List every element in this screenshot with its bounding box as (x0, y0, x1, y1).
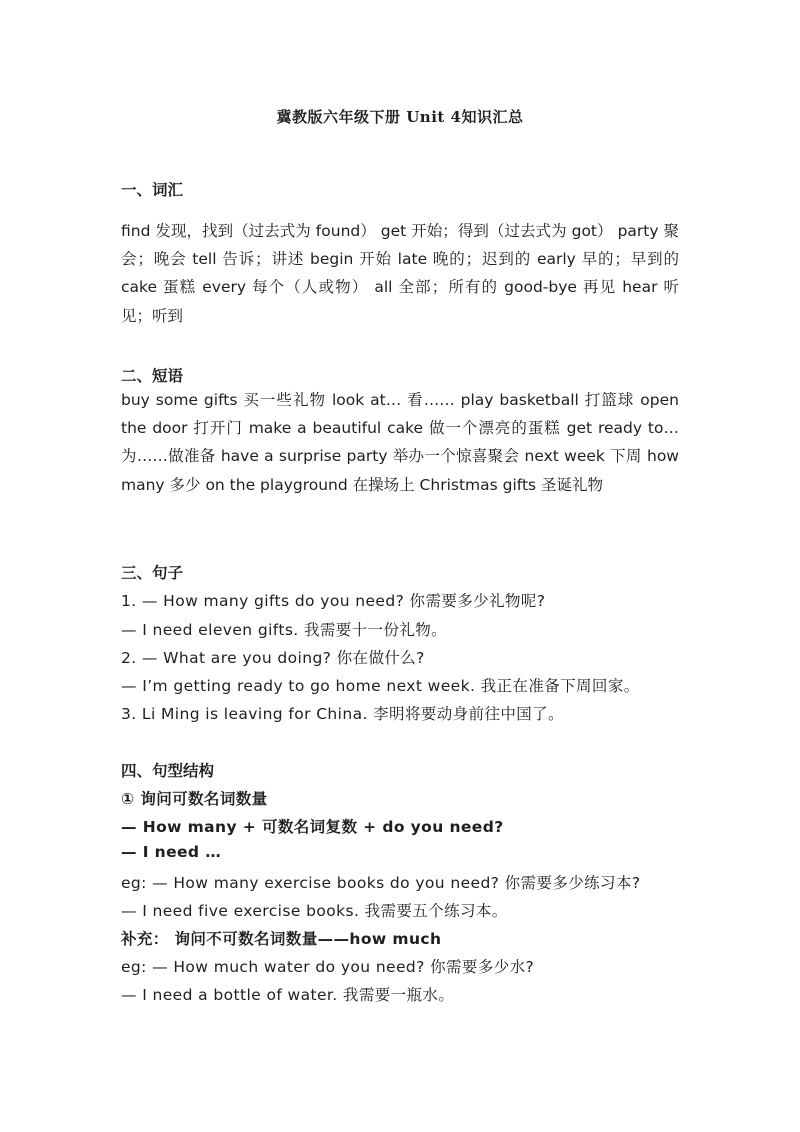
structure-pattern-answer: — I need … (121, 843, 222, 861)
section-heading-structures: 四、句型结构 (121, 762, 215, 780)
example-line: — I need five exercise books. 我需要五个练习本。 (121, 902, 508, 920)
phrases-paragraph: buy some gifts 买一些礼物 look at… 看…… play basketball 打篮球 open the door 打开门 make a beautiful cake 做一个漂亮的蛋糕 get ready to… 为……做准备 have a surprise party 举办一个惊喜聚会 next week 下周 how many 多少 on the playground 在操场上 Christmas gifts 圣诞礼物 (121, 391, 679, 494)
structure-pattern-question: — How many + 可数名词复数 + do you need? (121, 818, 504, 836)
vocabulary-paragraph: find 发现，找到（过去式为 found） get 开始；得到（过去式为 got） party 聚会；晚会 tell 告诉；讲述 begin 开始 late 晚的；迟到的 early 早的；早到的 cake 蛋糕 every 每个（人或物） all 全部；所有的 good-bye 再见 hear 听见；听到 (121, 222, 679, 325)
sentence-line: 1. — How many gifts do you need? 你需要多少礼物呢? (121, 592, 546, 610)
sentence-line: 3. Li Ming is leaving for China. 李明将要动身前往中国了。 (121, 705, 564, 723)
section-heading-phrases: 二、短语 (121, 367, 184, 385)
structure-subheading: ① 询问可数名词数量 (121, 790, 268, 808)
example-line: eg: — How much water do you need? 你需要多少水? (121, 958, 535, 976)
section-heading-vocabulary: 一、词汇 (121, 181, 184, 199)
sentence-line: — I’m getting ready to go home next week. 我正在准备下周回家。 (121, 677, 640, 695)
sentence-line: — I need eleven gifts. 我需要十一份礼物。 (121, 621, 448, 639)
sentence-line: 2. — What are you doing? 你在做什么? (121, 649, 425, 667)
example-line: — I need a bottle of water. 我需要一瓶水。 (121, 986, 455, 1004)
document-title: 冀教版六年级下册 Unit 4知识汇总 (276, 108, 524, 126)
example-line: eg: — How many exercise books do you need? 你需要多少练习本? (121, 874, 641, 892)
section-heading-sentences: 三、句子 (121, 564, 184, 582)
supplement-heading: 补充： 询问不可数名词数量——how much (121, 930, 442, 948)
